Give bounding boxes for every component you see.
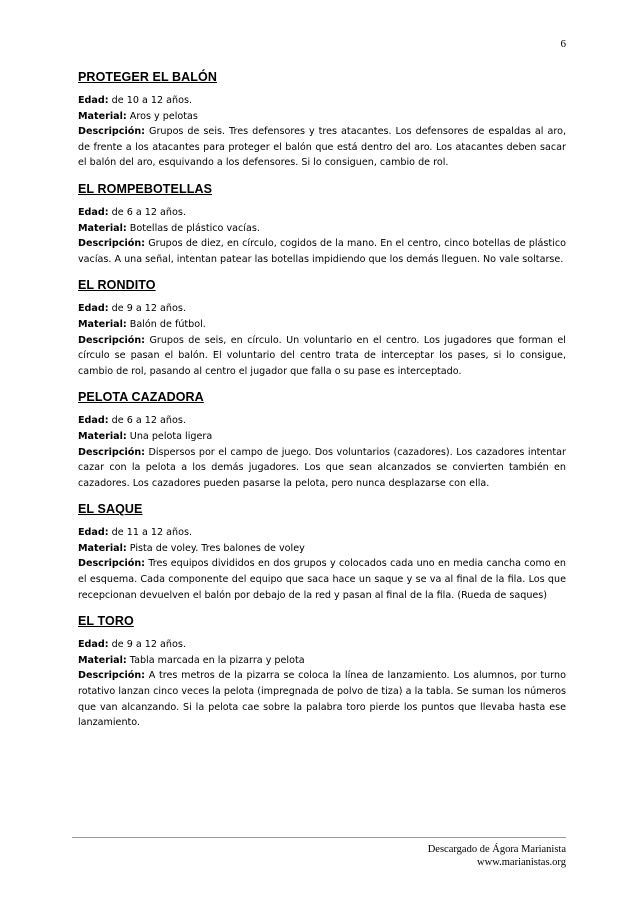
description-value: Grupos de diez, en círculo, cogidos de la mano. En el centro, cinco botellas de plástico vacías. A una señal, intentan patear las botellas impidiendo que los demás lleguen. No vale soltarse. [78, 238, 566, 265]
section-el-toro [78, 614, 566, 731]
age-value: de 10 a 12 años. [111, 95, 193, 106]
age-label: Edad: [78, 415, 109, 427]
section-title: PROTEGER EL BALÓN [78, 70, 217, 84]
description-line [78, 333, 566, 380]
section-title: EL RONDITO [78, 278, 156, 293]
description-value: A tres metros de la pizarra se coloca la línea de lanzamiento. Los alumnos, por turno rotativo lanzan cinco veces la pelota (impregnada de polvo de tiza) a la tabla. Se suman los números que van alcanzando. Si la pelota cae sobre la palabra toro pierde los puntos que llevaba hasta ese lanzamiento. [78, 670, 566, 729]
material-line [78, 653, 566, 669]
description-label: Descripción: [78, 446, 145, 458]
material-line [78, 429, 566, 445]
description-label: Descripción: [78, 670, 145, 682]
section-el-rondito [78, 278, 566, 379]
age-label: Edad: [78, 527, 109, 539]
description-value: Grupos de seis, en círculo. Un voluntario en el centro. Los jugadores que forman el círculo se pasan el balón. El voluntario del centro trata de interceptar los pases, si lo consigue, cambio de rol, pasando al centro el jugador que falla o su pase es interceptado. [78, 334, 566, 377]
age-label: Edad: [78, 639, 109, 651]
footer-url: www.marianistas.org [477, 857, 566, 868]
material-line [78, 541, 566, 557]
material-line [78, 317, 566, 333]
description-line [78, 236, 566, 267]
section-title: EL SAQUE [78, 502, 143, 517]
age-value: de 11 a 12 años. [111, 527, 193, 539]
description-label: Descripción: [78, 126, 145, 138]
age-label: Edad: [78, 206, 109, 218]
material-value: Una pelota ligera [129, 430, 213, 442]
footer-divider [72, 837, 566, 838]
material-label: Material: [78, 222, 127, 234]
section-el-rompebotellas [78, 182, 566, 267]
material-value: Botellas de plástico vacías. [129, 222, 260, 234]
section-pelota-cazadora [78, 390, 566, 491]
description-line [78, 445, 566, 492]
material-label: Material: [78, 430, 127, 442]
page-footer [428, 843, 566, 869]
description-label: Descripción: [78, 238, 145, 250]
age-value: de 9 a 12 años. [111, 303, 186, 315]
age-label: Edad: [78, 303, 109, 315]
footer-source: Descargado de Ágora Marianista [427, 844, 566, 855]
material-label: Material: [78, 654, 127, 666]
age-value: de 6 a 12 años. [111, 415, 186, 427]
description-line [78, 556, 566, 603]
material-label: Material: [78, 110, 127, 122]
age-line [78, 93, 566, 109]
section-title: EL ROMPEBOTELLAS [78, 181, 213, 196]
age-value: de 6 a 12 años. [111, 206, 186, 218]
section-title: PELOTA CAZADORA [78, 390, 204, 405]
description-value: Tres equipos divididos en dos grupos y colocados cada uno en media cancha como en el esquema. Cada componente del equipo que saca hace un saque y se va al final de la fila. Los que recepcionan devuelven el balón por debajo de la red y pasan al final de la fila. (Rueda de saques) [78, 558, 566, 601]
age-line [78, 525, 566, 541]
description-label: Descripción: [78, 558, 145, 570]
material-value: Balón de fútbol. [129, 318, 206, 330]
section-title: EL TORO [78, 614, 134, 629]
material-line [78, 221, 566, 237]
description-value: Dispersos por el campo de juego. Dos voluntarios (cazadores). Los cazadores intentar cazar con la pelota a los demás jugadores. Los que sean alcanzados se convierten también en cazadores. Los cazadores pueden pasarse la pelota, pero nunca desplazarse con ella. [78, 446, 566, 489]
description-value: Grupos de seis. Tres defensores y tres atacantes. Los defensores de espaldas al aro, de frente a los atacantes para proteger el balón que está dentro del aro. Los atacantes deben sacar el balón del aro, esquivando a los defensores. Si lo consiguen, cambio de rol. [78, 126, 566, 169]
section-proteger-el-balon [78, 70, 566, 171]
age-value: de 9 a 12 años. [111, 639, 186, 651]
material-label: Material: [78, 318, 127, 330]
description-line [78, 124, 566, 171]
age-line [78, 205, 566, 221]
age-line [78, 637, 566, 653]
section-el-saque [78, 502, 566, 603]
age-line [78, 301, 566, 317]
page-number: 6 [560, 38, 566, 50]
material-value: Tabla marcada en la pizarra y pelota [129, 654, 305, 666]
description-label: Descripción: [78, 334, 145, 346]
age-line [78, 413, 566, 429]
material-value: Aros y pelotas [129, 110, 198, 122]
document-body [78, 70, 566, 742]
material-value: Pista de voley. Tres balones de voley [129, 542, 305, 554]
description-line [78, 668, 566, 730]
material-label: Material: [78, 542, 127, 554]
age-label: Edad: [78, 95, 109, 106]
material-line [78, 109, 566, 125]
